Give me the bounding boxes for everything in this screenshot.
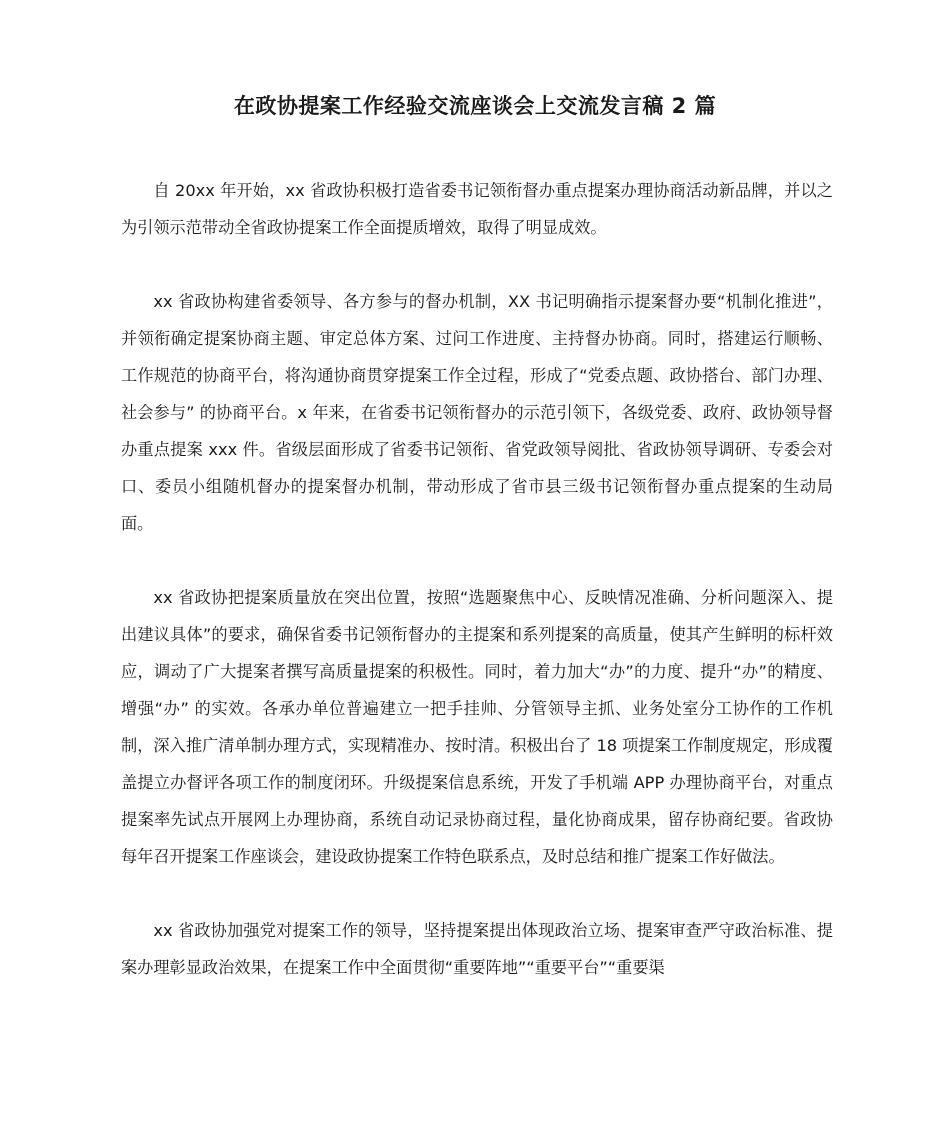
paragraph-3: xx 省政协把提案质量放在突出位置，按照“选题聚焦中心、反映情况准确、分析问题深入、提出建议具体”的要求，确保省委书记领衔督办的主提案和系列提案的高质量，使其产生鲜明的标杆效应，调动了广大提案者撰写高质量提案的积极性。同时，着力加大“办”的力度、提升“办”的精度、增强“办” 的实效。各承办单位普遍建立一把手挂帅、分管领导主抓、业务处室分工协作的工作机制，深入推广清单制办理方式，实现精准办、按时清。积极出台了 18 项提案工作制度规定，形成覆盖提立办督评各项工作的制度闭环。升级提案信息系统，开发了手机端 APP 办理协商平台，对重点提案率先试点开展网上办理协商，系统自动记录协商过程，量化协商成果，留存协商纪要。省政协每年召开提案工作座谈会，建设政协提案工作特色联系点，及时总结和推广提案工作好做法。: [121, 588, 833, 866]
document-body: [121, 172, 833, 1023]
paragraph-4: xx 省政协加强党对提案工作的领导，坚持提案提出体现政治立场、提案审查严守政治标准、提案办理彰显政治效果，在提案工作中全面贯彻“重要阵地”“重要平台”“重要渠: [121, 921, 833, 977]
document-title: 在政协提案工作经验交流座谈会上交流发言稿 2 篇: [233, 94, 717, 118]
paragraph-2: xx 省政协构建省委领导、各方参与的督办机制，XX 书记明确指示提案督办要“机制化推进”，并领衔确定提案协商主题、审定总体方案、过问工作进度、主持督办协商。同时，搭建运行顺畅、工作规范的协商平台，将沟通协商贯穿提案工作全过程，形成了“党委点题、政协搭台、部门办理、社会参与” 的协商平台。x 年来，在省委书记领衔督办的示范引领下，各级党委、政府、政协领导督办重点提案 xxx 件。省级层面形成了省委书记领衔、省党政领导阅批、省政协领导调研、专委会对口、委员小组随机督办的提案督办机制，带动形成了省市县三级书记领衔督办重点提案的生动局面。: [121, 292, 833, 533]
paragraph-1: 自 20xx 年开始，xx 省政协积极打造省委书记领衔督办重点提案办理协商活动新品牌，并以之为引领示范带动全省政协提案工作全面提质增效，取得了明显成效。: [121, 181, 833, 237]
